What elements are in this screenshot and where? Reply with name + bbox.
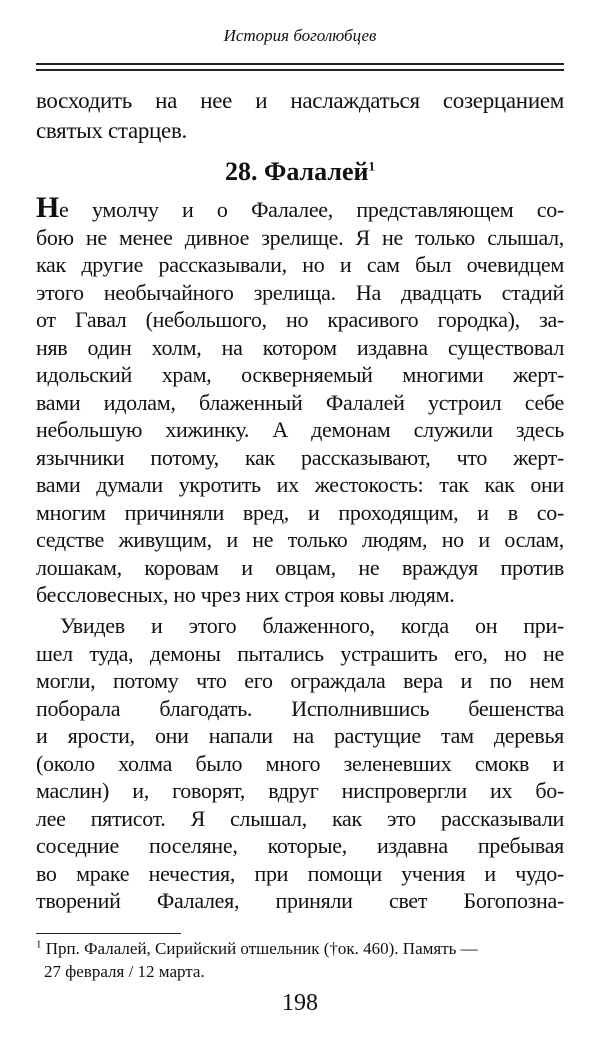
text-line: во мраке нечестия, при помощи учения и чудо- xyxy=(36,860,564,886)
text-line: бессловесных, но чрез них строя ковы людям. xyxy=(36,582,455,607)
footnote-rule xyxy=(36,933,181,934)
text-line: святых старцев. xyxy=(36,118,187,143)
text-line: идольский храм, оскверняемый многими жерт- xyxy=(36,362,564,387)
text-line: лее пятисот. Я слышал, как это рассказывали xyxy=(36,805,564,831)
text-line: няв один холм, на котором издавна существовал xyxy=(36,334,564,360)
header-rule xyxy=(36,69,564,71)
footnote-mark: 1 xyxy=(36,938,42,951)
text-line: поборала благодать. Исполнившись бешенства xyxy=(36,695,564,721)
text-line: и ярости, они напали на растущие там деревья xyxy=(36,723,564,748)
text-line: этого необычайного зрелища. На двадцать стадий xyxy=(36,279,564,305)
footnote-text: Прп. Фалалей, Сирийский отшельник (†ок. 460). Память — xyxy=(45,939,478,958)
text-line: вами идолам, блаженный Фалалей устроил себе xyxy=(36,389,564,415)
text-line: небольшую хижинку. А демонам служили здесь xyxy=(36,417,564,442)
page-number: 198 xyxy=(282,990,318,1016)
text-line: шел туда, демоны пытались устрашить его, но не xyxy=(36,640,564,666)
chapter-heading xyxy=(0,156,600,188)
footnote xyxy=(36,938,564,960)
chapter-title: 28. Фалалей xyxy=(225,157,369,186)
text-line: седстве живущим, и не только людям, но и ослам, xyxy=(36,527,564,552)
drop-cap: Н xyxy=(36,191,60,224)
text-line: могли, потому что его ограждала вера и по нем xyxy=(36,668,564,693)
text-line: вами думали укротить их жестокость: так как они xyxy=(36,472,564,497)
text-line: Увидев и этого блаженного, когда он при- xyxy=(60,613,564,638)
text-line: маслин) и, говорят, вдруг ниспровергли их бо- xyxy=(36,778,564,803)
text-line: (около холма было много зеленевших смокв и xyxy=(36,750,564,776)
header-rule xyxy=(36,63,564,65)
text-line: соседние поселяне, которые, издавна пребывая xyxy=(36,833,564,858)
text-line: лошакам, коровам и овцам, не враждуя против xyxy=(36,554,564,580)
text: е умолчу и о Фалалее, представляющем со- xyxy=(59,197,564,222)
text-line xyxy=(36,191,564,224)
footnote-line: 27 февраля / 12 марта. xyxy=(44,962,205,981)
text-line: восходить на нее и наслаждаться созерцанием xyxy=(36,88,564,113)
text-line: творений Фалалея, приняли свет Богопозна- xyxy=(36,888,564,913)
text-line: как другие рассказывали, но и сам был очевидцем xyxy=(36,252,564,277)
text-line: бою не менее дивное зрелище. Я не только слышал, xyxy=(36,224,564,250)
running-head: История боголюбцев xyxy=(223,26,377,45)
footnote-ref: 1 xyxy=(368,158,375,174)
text-line: от Гавал (небольшого, но красивого городка), за- xyxy=(36,307,564,332)
text-line: язычники потому, как рассказывают, что жерт- xyxy=(36,444,564,470)
text-line: многим причиняли вред, и проходящим, и в со- xyxy=(36,499,564,525)
